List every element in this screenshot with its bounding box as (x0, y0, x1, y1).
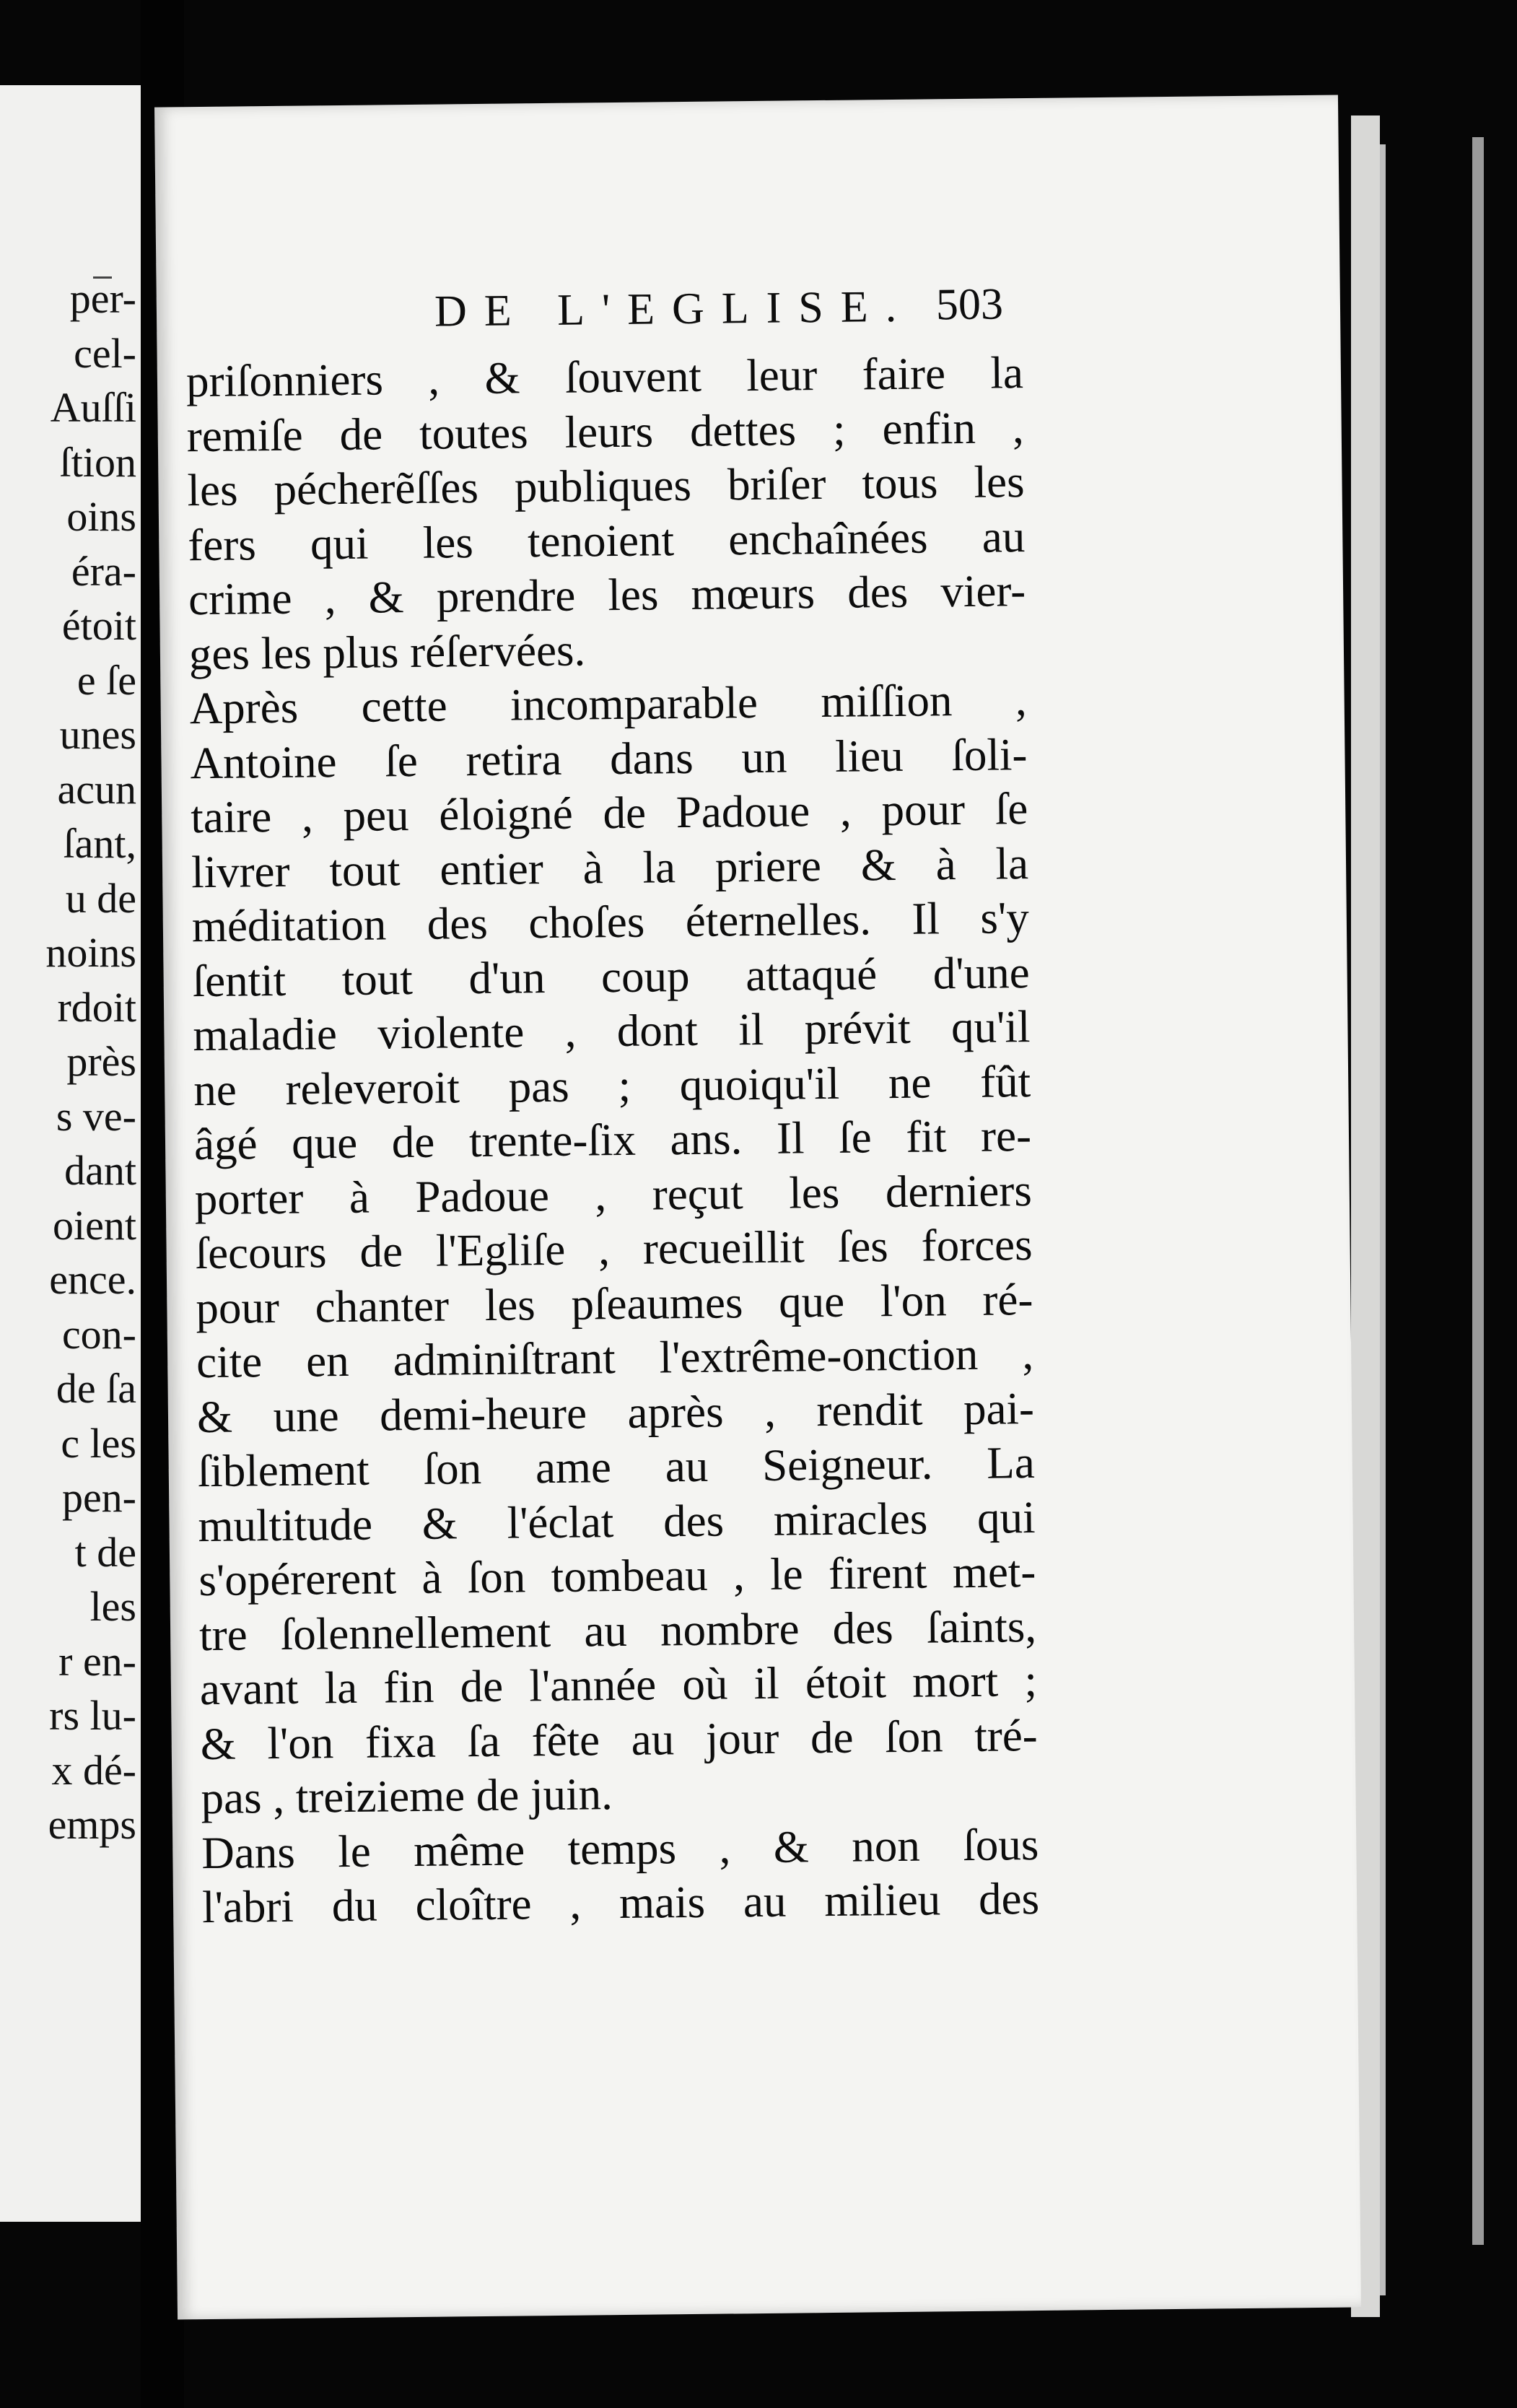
left-line: rdoit (57, 983, 136, 1031)
left-line: oins (66, 493, 136, 540)
text-line: méditation des choſes éternelles. Il s'y (191, 892, 1030, 952)
left-line: oient (53, 1201, 136, 1249)
right-page (154, 95, 1361, 2319)
text-line: avant la fin de l'année où il étoit mort ; (199, 1654, 1038, 1715)
text-line: pas , treizieme de juin. (201, 1768, 613, 1824)
left-line: s ve- (56, 1092, 136, 1140)
left-line: ence. (49, 1256, 136, 1303)
left-line: r en- (58, 1637, 136, 1685)
left-line: acun (57, 765, 136, 813)
left-line: u de (65, 874, 136, 922)
page-edge-line (1380, 144, 1386, 2295)
left-line: con- (61, 1310, 136, 1358)
text-line: Après cette incomparable miſſion , (189, 674, 1028, 734)
text-line: ne releveroit pas ; quoiqu'il ne fût (193, 1055, 1031, 1115)
left-line: e ſe (76, 656, 136, 704)
left-line: de ſa (56, 1365, 136, 1412)
text-line: ſiblement ſon ame au Seigneur. La (197, 1437, 1036, 1497)
text-line: Antoine ſe retira dans un lieu ſoli- (190, 728, 1028, 788)
text-line: & l'on fixa ſa fête au jour de ſon tré- (200, 1709, 1039, 1769)
left-line: les (89, 1583, 136, 1630)
left-line: noins (45, 929, 136, 976)
left-line: emps (48, 1801, 136, 1848)
text-line: tre ſolennellement au nombre des ſaints, (198, 1600, 1037, 1660)
text-line: l'abri du cloître , mais au milieu des (201, 1872, 1040, 1933)
text-line: les pécherẽſſes publiques briſer tous les (187, 456, 1025, 516)
running-head-title: DE L'EGLISE. (434, 282, 914, 336)
left-line: Auſſi (50, 384, 136, 431)
page-edge-line (1472, 137, 1484, 2245)
left-line: x dé- (51, 1746, 136, 1794)
left-line: ſtion (59, 438, 136, 486)
text-line: & une demi-heure après , rendit pai- (196, 1382, 1035, 1442)
text-line: taire , peu éloigné de Padoue , pour ſe (190, 783, 1028, 843)
text-line: ſecours de l'Egliſe , recueillit ſes forces (195, 1219, 1033, 1279)
text-line: âgé que de trente-ſix ans. Il ſe fit re- (193, 1110, 1032, 1170)
text-line: Dans le même temps , & non ſous (201, 1818, 1039, 1878)
left-line: t de (74, 1528, 136, 1576)
text-line: maladie violente , dont il prévit qu'il (193, 1001, 1031, 1061)
running-head (157, 276, 1341, 354)
text-line: porter à Padoue , reçut les derniers (194, 1164, 1033, 1224)
left-page-text (45, 271, 136, 1852)
left-line: étoit (61, 602, 136, 649)
page-number: 503 (935, 279, 1004, 330)
text-line: priſonniers , & ſouvent leur faire la (185, 347, 1024, 407)
text-line: cite en adminiſtrant l'extrême-onction , (196, 1328, 1034, 1388)
text-line: multitude & l'éclat des miracles qui (198, 1491, 1036, 1551)
left-line: éra- (71, 547, 136, 595)
left-line: per- (69, 275, 136, 322)
left-page (0, 85, 141, 2222)
text-line: ſentit tout d'un coup attaqué d'une (192, 946, 1030, 1006)
body-text (186, 346, 1040, 1935)
text-line: remiſe de toutes leurs dettes ; enfin , (186, 401, 1025, 461)
left-line: c les (61, 1419, 136, 1467)
left-line: ſant, (63, 820, 136, 867)
left-line: rs lu- (49, 1692, 136, 1739)
text-line: s'opérerent à ſon tombeau , le firent met- (198, 1545, 1036, 1606)
left-line: cel- (74, 329, 136, 377)
left-line: unes (59, 711, 136, 758)
left-line: près (66, 1038, 136, 1085)
text-line: ges les plus réſervées. (188, 624, 586, 679)
text-line: livrer tout entier à la priere & à la (191, 837, 1029, 897)
text-line: crime , & prendre les mœurs des vier- (188, 565, 1026, 625)
text-line: pour chanter les pſeaumes que l'on ré- (196, 1273, 1033, 1333)
text-line: fers qui les tenoient enchaînées au (187, 510, 1026, 570)
left-line: dant (64, 1147, 136, 1194)
left-line: pen- (61, 1474, 136, 1521)
